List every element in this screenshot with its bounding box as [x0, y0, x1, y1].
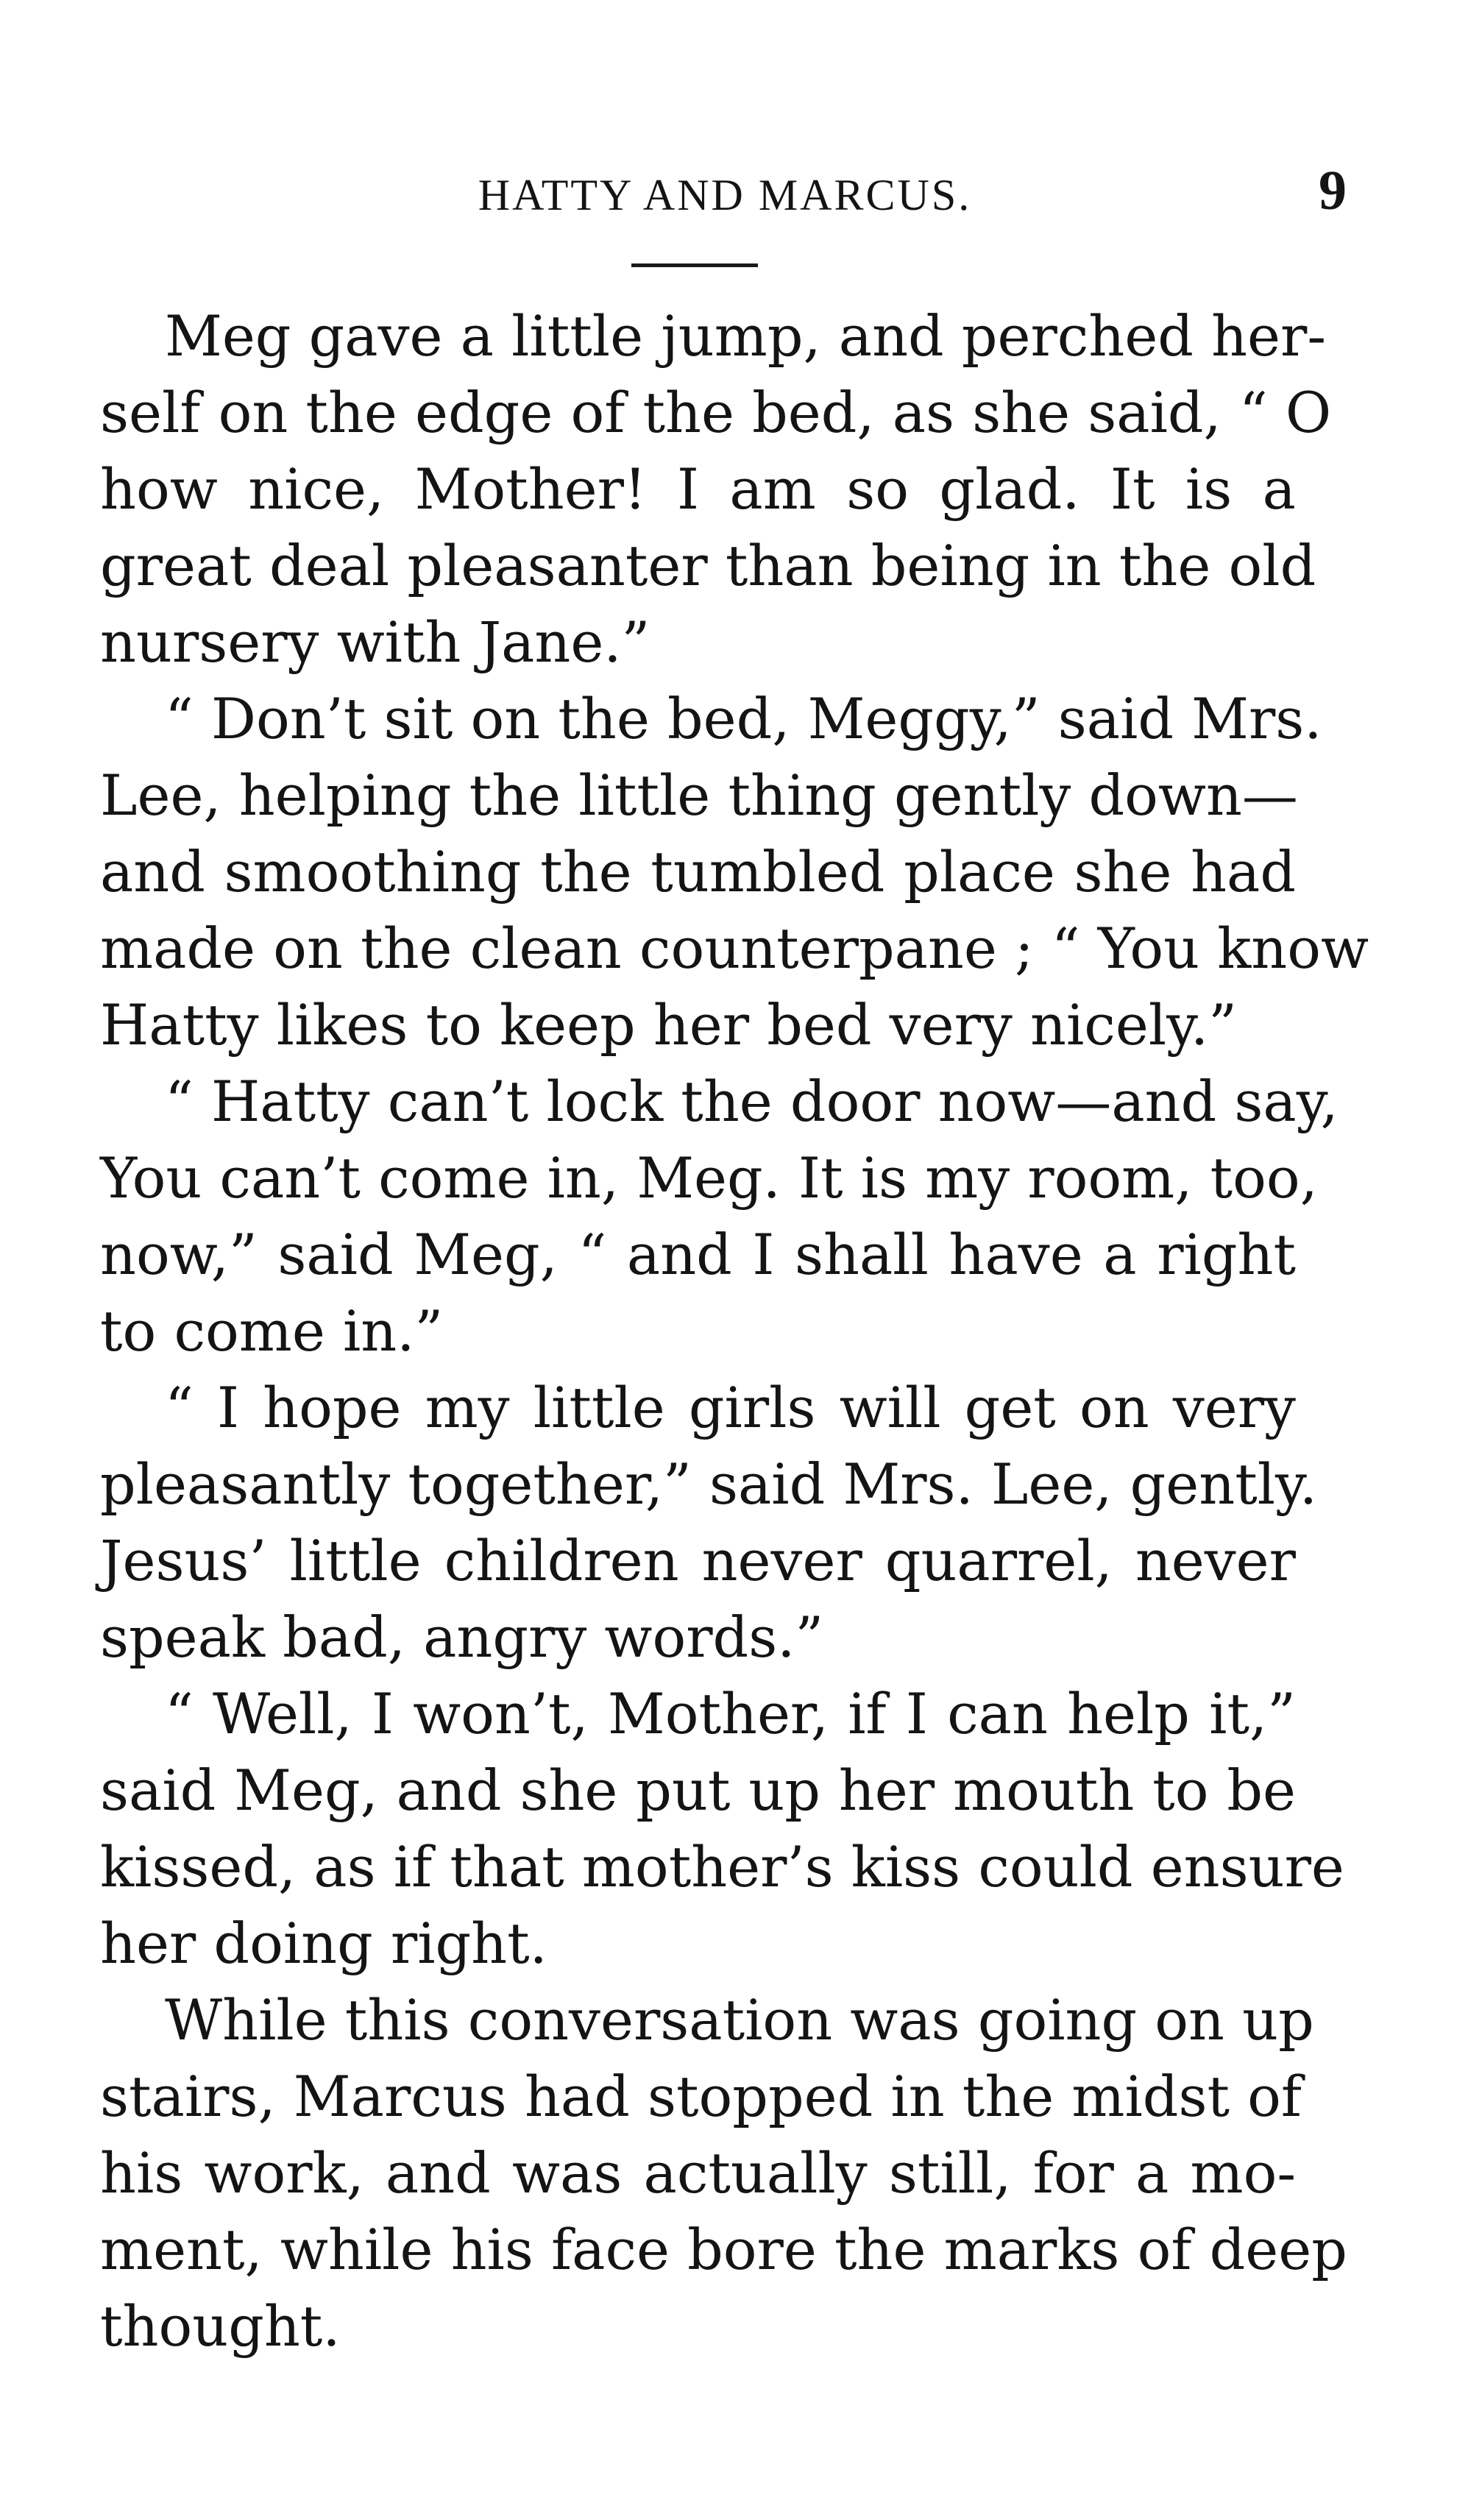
text-line: stairs, Marcus had stopped in the midst of: [100, 2064, 1302, 2129]
text-line: While this conversation was going on up: [165, 1987, 1314, 2053]
text-line: “ Well, I won’t, Mother, if I can help it,”: [165, 1681, 1296, 1746]
text-line: said Meg, and she put up her mouth to be: [100, 1758, 1296, 1823]
running-title: HATTY AND MARCUS.: [478, 171, 972, 219]
text-line: pleasantly together,” said Mrs. Lee, gently.: [100, 1451, 1318, 1517]
text-line: “ I hope my little girls will get on very: [165, 1375, 1296, 1440]
text-line: “ Don’t sit on the bed, Meggy,” said Mrs.: [165, 686, 1322, 751]
text-line: to come in.”: [100, 1298, 444, 1364]
text-line: kissed, as if that mother’s kiss could ensure: [100, 1834, 1344, 1900]
text-line: and smoothing the tumbled place she had: [100, 839, 1296, 905]
text-line: self on the edge of the bed, as she said, “ O: [100, 380, 1332, 445]
header-rule: [631, 263, 758, 267]
text-line: ment, while his face bore the marks of deep: [100, 2217, 1347, 2282]
text-line: great deal pleasanter than being in the old: [100, 533, 1316, 598]
page-number: 9: [1319, 160, 1347, 222]
text-line: his work, and was actually still, for a mo-: [100, 2140, 1296, 2206]
running-head: [103, 160, 1347, 224]
text-line: thought.: [100, 2293, 341, 2359]
text-line: You can’t come in, Meg. It is my room, too,: [100, 1145, 1318, 1211]
text-line: “ Hatty can’t lock the door now—and say,: [165, 1069, 1339, 1134]
text-line: her doing right.: [100, 1911, 547, 1976]
text-line: Meg gave a little jump, and perched her-: [165, 303, 1327, 369]
text-line: Lee, helping the little thing gently down—: [100, 762, 1298, 828]
body-text: [100, 298, 1369, 2365]
text-line: speak bad, angry words.”: [100, 1604, 824, 1670]
text-line: nursery with Jane.”: [100, 609, 650, 675]
text-line: Hatty likes to keep her bed very nicely.”: [100, 992, 1237, 1058]
text-line: how nice, Mother! I am so glad. It is a: [100, 456, 1296, 522]
text-line: Jesus’ little children never quarrel, never: [100, 1528, 1296, 1593]
text-line: made on the clean counterpane ; “ You know: [100, 916, 1369, 981]
text-line: now,” said Meg, “ and I shall have a right: [100, 1222, 1296, 1287]
